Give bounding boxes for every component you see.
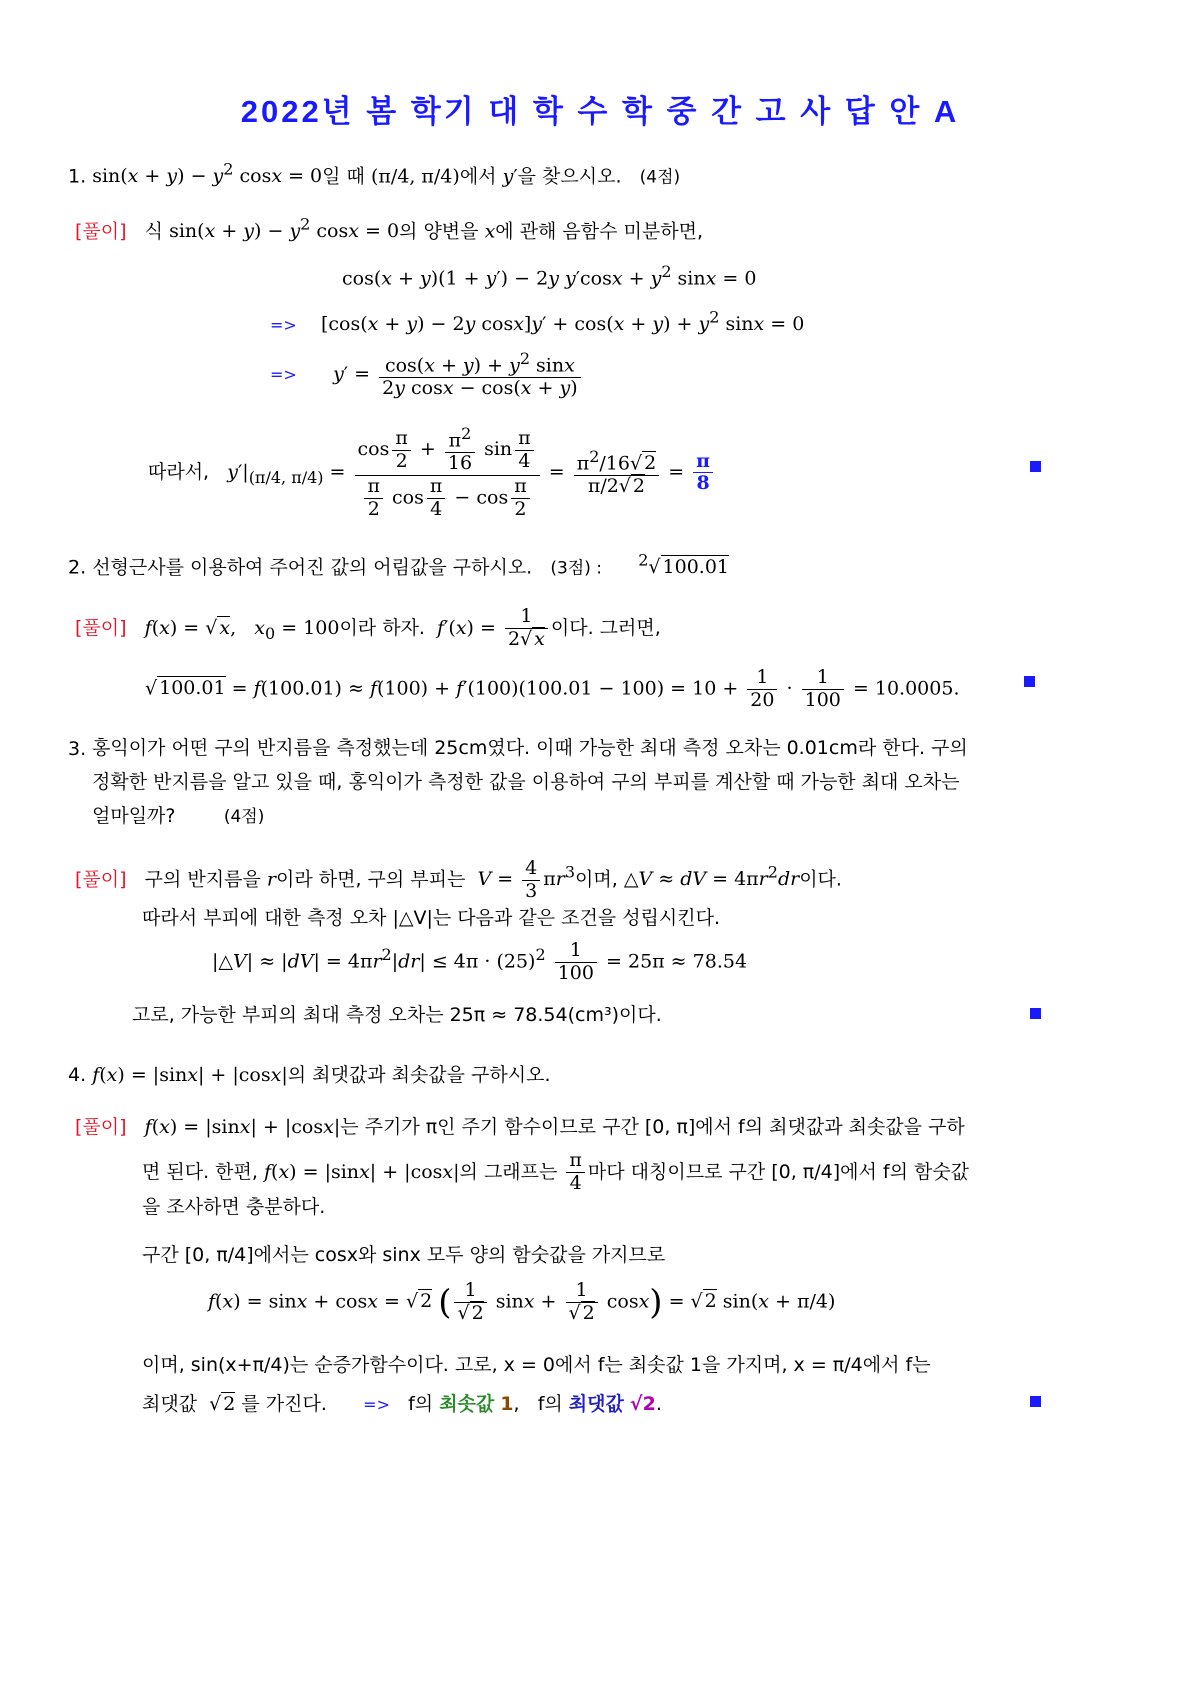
q3-solution-line2: 따라서 부피에 대한 측정 오차 |△V|는 다음과 같은 조건을 성립시킨다. [142, 907, 721, 929]
qed-mark-2 [1024, 676, 1035, 687]
q1-step2: => [cos(x + y) − 2y $\cos x]y' + \cos(x + y) + y^2$ sinx = 0 [270, 308, 805, 336]
q1-answer: $\frac{\pi}{8}$ [693, 451, 713, 496]
max-value: √2 [629, 1393, 656, 1415]
q3-number: 3. [68, 738, 87, 760]
qed-mark-1 [1030, 461, 1041, 472]
qed-mark-4 [1030, 1396, 1041, 1407]
q4-solution-line3: 을 조사하면 충분하다. [142, 1196, 326, 1218]
solution-label: [풀이] [75, 1116, 127, 1138]
q1-step3: => y′ = $\frac{\cos(x + y) + y^2 \sin x}{\text{2y cosx − cos(x + y)}}$ [270, 350, 584, 400]
q3-question: 홍익이가 어떤 구의 반지름을 측정했는데 25cm였다. 이때 가능한 최대 측정 오차는 0.01cm라 한다. 구의 정확한 반지름을 알고 있을 때, 홍익이가 측정한 값을 이용하여 구의 부피를 계산할 때 가능한 최대 오차는 얼마일까? (4점) [92, 737, 968, 827]
min-value: 1 [500, 1393, 514, 1415]
max-label: 최댓값 [568, 1393, 624, 1415]
q4-solution-line2: 면 된다. 한편, f(x) = |sinx| + |cosx|의 그래프는 $\frac{\pi}{4}$ 마다 대칭이므로 구간 [0, π/4]에서 f의 함숫값 [142, 1149, 970, 1194]
solution-label: [풀이] [75, 616, 127, 639]
q3-error-bound: |△V| ≈ $|dV| = 4\pi r^2|dr| \le 4\pi \cdot (25)^2$ $\frac{1}{100}$ = 25π ≈ 78.54 [212, 939, 748, 984]
q1-derivative-eq: cos(x + y)(1 + y′) − 2y $y'\cos x + y^2$ sinx = 0 [342, 262, 757, 290]
qed-mark-3 [1030, 1008, 1041, 1019]
q4-solution-line5: 이며, sin(x+π/4)는 순증가함수이다. 고로, x = 0에서 f는 최솟값 1을 가지며, x = π/4에서 f는 [142, 1354, 931, 1376]
min-label: 최솟값 [439, 1393, 495, 1415]
q1-question: 1. $\sin(x + y) - y^2$ cosx = 0일 때 (π/4, π/4)에서 y′을 찾으시오. (4점) [68, 160, 681, 188]
q3-conclusion: 고로, 가능한 부피의 최대 측정 오차는 25π ≈ 78.54(cm³)이다. [132, 1004, 662, 1026]
q1-evaluation: 따라서, $y'|_{(\pi/4, \pi/4)}$ = cos $\frac{\pi}{2}$ + $\frac{\pi^2}{16}$ sin $\frac{\pi}{4}$ $\frac{\pi}{2}$ cos $\frac{\pi}{4}$ − cos $\frac{\pi}{2}$ = $\frac{\pi^2/16√ 2}{\pi/2√ 2}$ = $\frac{\pi}{8}$ [148, 425, 716, 521]
q1-points: (4점) [639, 167, 681, 188]
q4-final: 최댓값 √ 2 를 가진다. => f의 최솟값 1, f의 최댓값 √2. [142, 1393, 662, 1415]
solution-label: [풀이] [75, 868, 127, 891]
q4-solution-line4: 구간 [0, π/4]에서는 cosx와 sinx 모두 양의 함숫값을 가지므로 [142, 1244, 666, 1266]
q4-identity: f(x) = sinx + cosx = √ 2 ( $\frac{1}{√ 2}$ sinx + $\frac{1}{√ 2}$ cosx) = √ 2 sin(x + π/4) [208, 1279, 836, 1324]
page-title: 2022년 봄 학기 대 학 수 학 중 간 고 사 답 안 A [240, 94, 960, 129]
q2-question: 2. 선형근사를 이용하여 주어진 값의 어림값을 구하시오. (3점) : $^2$√ 100.01 [68, 551, 730, 579]
q4-solution-line1: [풀이] f(x) = |sinx| + |cosx|는 주기가 π인 주기 함수이므로 구간 [0, π]에서 f의 최댓값과 최솟값을 구하 [75, 1116, 965, 1138]
q3-solution-intro: [풀이] 구의 반지름을 r이라 하면, 구의 부피는 V = $\frac{4}{3}$ $\pi r^3$이며, △V ≈ dV = $4\pi r^2dr$이다. [75, 857, 842, 902]
q4-question: 4. f(x) = |sinx| + |cosx|의 최댓값과 최솟값을 구하시오. [68, 1064, 551, 1086]
q1-solution-intro: [풀이] 식 $\sin(x + y) - y^2$ cosx = 0의 양변을 x에 관해 음함수 미분하면, [75, 215, 703, 243]
q2-approximation: √ 100.01 = f(100.01) ≈ f(100) + f′(100)(100.01 − 100) = 10 + $\frac{1}{20}$ · $\frac{1}{100}$ = 10.0005. [145, 666, 960, 711]
solution-label: [풀이] [75, 220, 127, 243]
q2-solution-intro: [풀이] f(x) = √ x, $x_0 = 100$이라 하자. f′(x) = $\frac{1}{2√ x}$ 이다. 그러면, [75, 605, 661, 650]
